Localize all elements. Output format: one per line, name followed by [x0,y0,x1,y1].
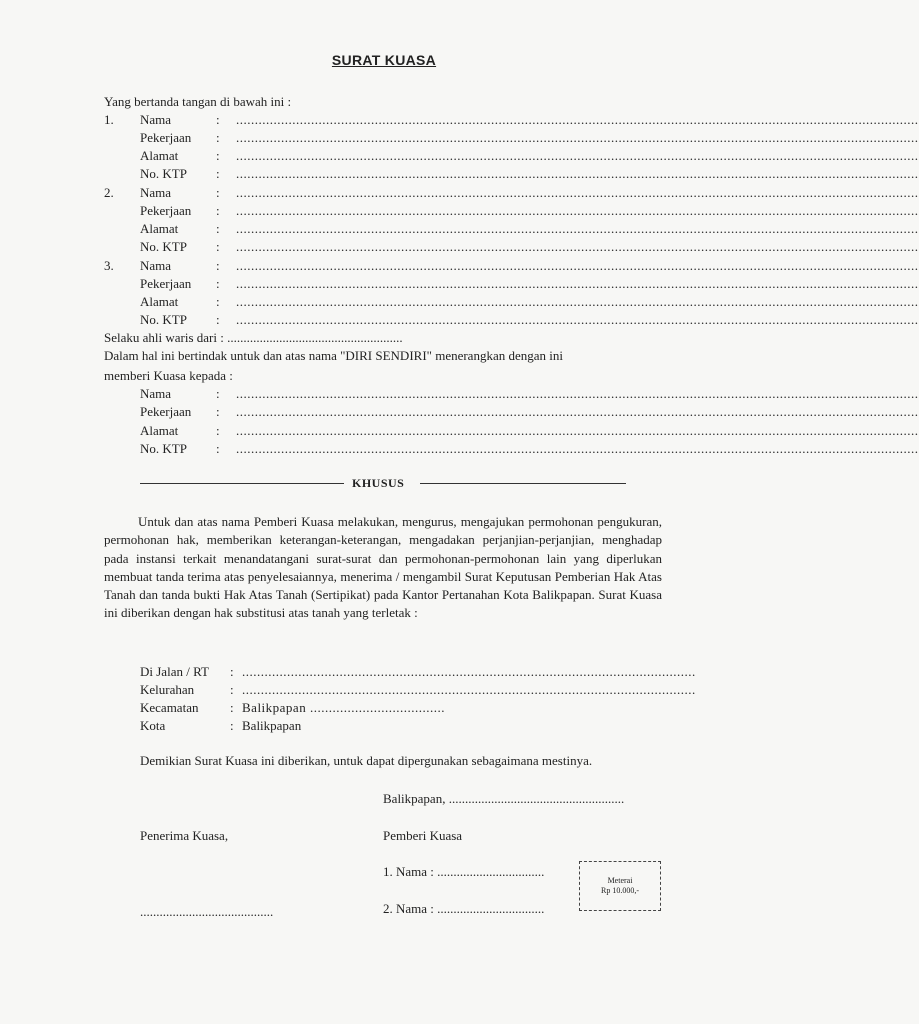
document-title: SURAT KUASA [331,52,437,68]
grantor-1-number: 1. [104,112,114,127]
colon: : [216,166,220,181]
colon: : [216,239,220,254]
grantor-3-pekerjaan-label: Pekerjaan [140,276,192,291]
stamp-value: Rp 10.000,- [601,886,639,895]
receiver-signature-line[interactable]: ......................................... [140,904,274,919]
colon: : [230,718,234,733]
grantor-2-pekerjaan-label: Pekerjaan [140,203,192,218]
grantor-3-alamat-label: Alamat [140,294,179,309]
grantor-3-ktp-field[interactable]: ...................................................................................................................................................................................... [236,312,919,327]
grantor-1-pekerjaan-label: Pekerjaan [140,130,192,145]
location-kelurahan-label: Kelurahan [140,682,195,697]
closing-text: Demikian Surat Kuasa ini diberikan, untuk dapat dipergunakan sebagaimana mestinya. [140,753,593,768]
receiver-label: Penerima Kuasa, [140,828,229,843]
grantor-2-nama-field[interactable]: ...................................................................................................................................................................................... [236,185,919,200]
colon: : [216,423,220,438]
grantor-3-number: 3. [104,258,114,273]
grantor-3-nama-label: Nama [140,258,172,273]
khusus-rule-left [140,483,344,484]
location-kecamatan-field[interactable]: Balikpapan .................................... [242,700,445,715]
stamp-label: Meterai [607,876,633,885]
location-kota-label: Kota [140,718,166,733]
grantor-2-pekerjaan-field[interactable]: ...................................................................................................................................................................................... [236,203,919,218]
body-paragraph [104,513,662,623]
colon: : [216,276,220,291]
grantee-ktp-label: No. KTP [140,441,187,456]
grantor-2-ktp-field[interactable]: ...................................................................................................................................................................................... [236,239,919,254]
grantee-pekerjaan-label: Pekerjaan [140,404,192,419]
grantor-3-pekerjaan-field[interactable]: ...................................................................................................................................................................................... [236,276,919,291]
colon: : [216,404,220,419]
location-kota-value: Balikpapan [242,718,302,733]
colon: : [216,203,220,218]
colon: : [216,148,220,163]
colon: : [216,185,220,200]
grantor-2-ktp-label: No. KTP [140,239,187,254]
location-jalan-field[interactable]: ......................................................................................................................... [242,664,696,679]
body-paragraph-text: Untuk dan atas nama Pemberi Kuasa melakukan, mengurus, mengajukan permohonan pengukuran, permohonan hak, memberikan keterangan-keterangan, mengadakan perjanjian-perjanjian, menghadap pada instansi terkait menandatangani surat-surat dan permohonan-permohonan lain yang diperlukan membuat tanda terima atas penyelesaiannya, menerima / mengambil Surat Keputusan Pemberian Hak Atas Tanah dan tanda bukti Hak Atas Tanah (Sertipikat) pada Kantor Pertanahan Kota Balikpapan. Surat Kuasa ini diberikan dengan hak substitusi atas tanah yang terletak : [104,514,662,621]
grantor-1-pekerjaan-field[interactable]: ...................................................................................................................................................................................... [236,130,919,145]
giver-label: Pemberi Kuasa [383,828,463,843]
meterai-stamp-box [579,861,661,911]
grantor-3-ktp-label: No. KTP [140,312,187,327]
grantor-2-alamat-field[interactable]: ...................................................................................................................................................................................... [236,221,919,236]
grantee-ktp-field[interactable]: ...................................................................................................................................................................................... [236,441,919,456]
colon: : [216,386,220,401]
khusus-rule-right [420,483,626,484]
grantor-2-nama-label: Nama [140,185,172,200]
grantor-3-alamat-field[interactable]: ...................................................................................................................................................................................... [236,294,919,309]
place-date[interactable]: Balikpapan, ...................................................... [383,791,625,806]
grantee-nama-label: Nama [140,386,172,401]
grantor-2-alamat-label: Alamat [140,221,179,236]
giver-sign-2[interactable]: 2. Nama : ................................. [383,901,545,916]
colon: : [216,130,220,145]
grantor-1-alamat-field[interactable]: ...................................................................................................................................................................................... [236,148,919,163]
grantor-1-nama-label: Nama [140,112,172,127]
acting-line-2: memberi Kuasa kepada : [104,368,233,383]
location-kelurahan-field[interactable]: ......................................................................................................................... [242,682,696,697]
colon: : [216,258,220,273]
grantor-1-alamat-label: Alamat [140,148,179,163]
khusus-heading: KHUSUS [352,476,405,490]
grantee-nama-field[interactable]: ...................................................................................................................................................................................... [236,386,919,401]
location-kecamatan-label: Kecamatan [140,700,199,715]
giver-sign-1[interactable]: 1. Nama : ................................. [383,864,545,879]
colon: : [230,664,234,679]
grantor-2-number: 2. [104,185,114,200]
colon: : [216,221,220,236]
heir-line: Selaku ahli waris dari : ...................................................... [104,330,403,345]
colon: : [216,294,220,309]
grantor-1-ktp-label: No. KTP [140,166,187,181]
colon: : [216,312,220,327]
grantee-alamat-field[interactable]: ...................................................................................................................................................................................... [236,423,919,438]
intro-text: Yang bertanda tangan di bawah ini : [104,94,292,109]
acting-line-1: Dalam hal ini bertindak untuk dan atas nama "DIRI SENDIRI" menerangkan dengan ini [104,348,563,363]
location-jalan-label: Di Jalan / RT [140,664,209,679]
colon: : [216,112,220,127]
colon: : [216,441,220,456]
grantee-alamat-label: Alamat [140,423,179,438]
grantor-3-nama-field[interactable]: ...................................................................................................................................................................................... [236,258,919,273]
colon: : [230,700,234,715]
grantee-pekerjaan-field[interactable]: ...................................................................................................................................................................................... [236,404,919,419]
colon: : [230,682,234,697]
grantor-1-ktp-field[interactable]: ...................................................................................................................................................................................... [236,166,919,181]
grantor-1-nama-field[interactable]: ...................................................................................................................................................................................... [236,112,919,127]
